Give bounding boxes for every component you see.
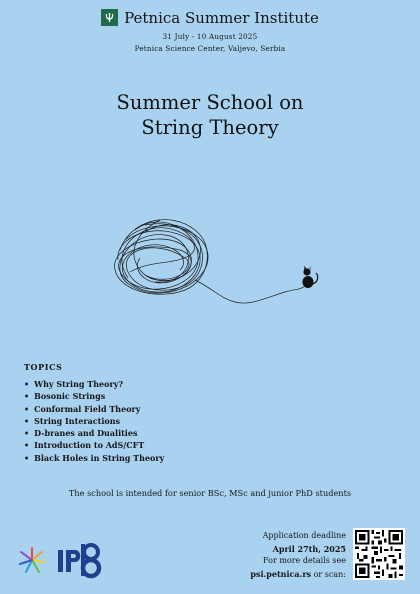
topic-item: • Black Holes in String Theory [24, 452, 164, 464]
topics-heading: TOPICS [24, 362, 63, 372]
topic-item: • Conformal Field Theory [24, 403, 164, 415]
title-line-2: String Theory [141, 116, 279, 139]
cat-icon [303, 266, 318, 289]
topic-item: • String Interactions [24, 415, 164, 427]
page-title [0, 90, 420, 140]
topics-list [24, 378, 164, 464]
application-info [226, 530, 346, 581]
audience-note: The school is intended for senior BSc, MSc and junior PhD students [68, 488, 352, 498]
string-ball-cat-illustration [100, 210, 330, 310]
institute-name: Petnica Summer Institute [124, 8, 319, 27]
details-label: For more details see [263, 556, 346, 565]
starburst-logo-icon [18, 546, 46, 574]
header [0, 8, 420, 53]
scan-label: or scan: [311, 569, 346, 579]
petnica-logo-icon [101, 9, 118, 26]
topic-item: • D-branes and Dualities [24, 427, 164, 439]
string-ball-icon [115, 220, 305, 303]
topic-item: • Introduction to AdS/CFT [24, 439, 164, 451]
topic-item: • Why String Theory? [24, 378, 164, 390]
deadline-date: April 27th, 2025 [272, 543, 346, 554]
qr-code-icon[interactable] [353, 528, 405, 580]
website-link[interactable]: psi.petnica.rs [250, 568, 312, 579]
ipb-logo-icon [55, 542, 103, 580]
brand [101, 9, 319, 27]
title-line-1: Summer School on [116, 91, 304, 114]
topic-item: • Bosonic Strings [24, 390, 164, 402]
event-dates: 31 July - 10 August 2025 [162, 32, 258, 41]
event-venue: Petnica Science Center, Valjevo, Serbia [134, 44, 286, 53]
deadline-label: Application deadline [262, 531, 346, 540]
